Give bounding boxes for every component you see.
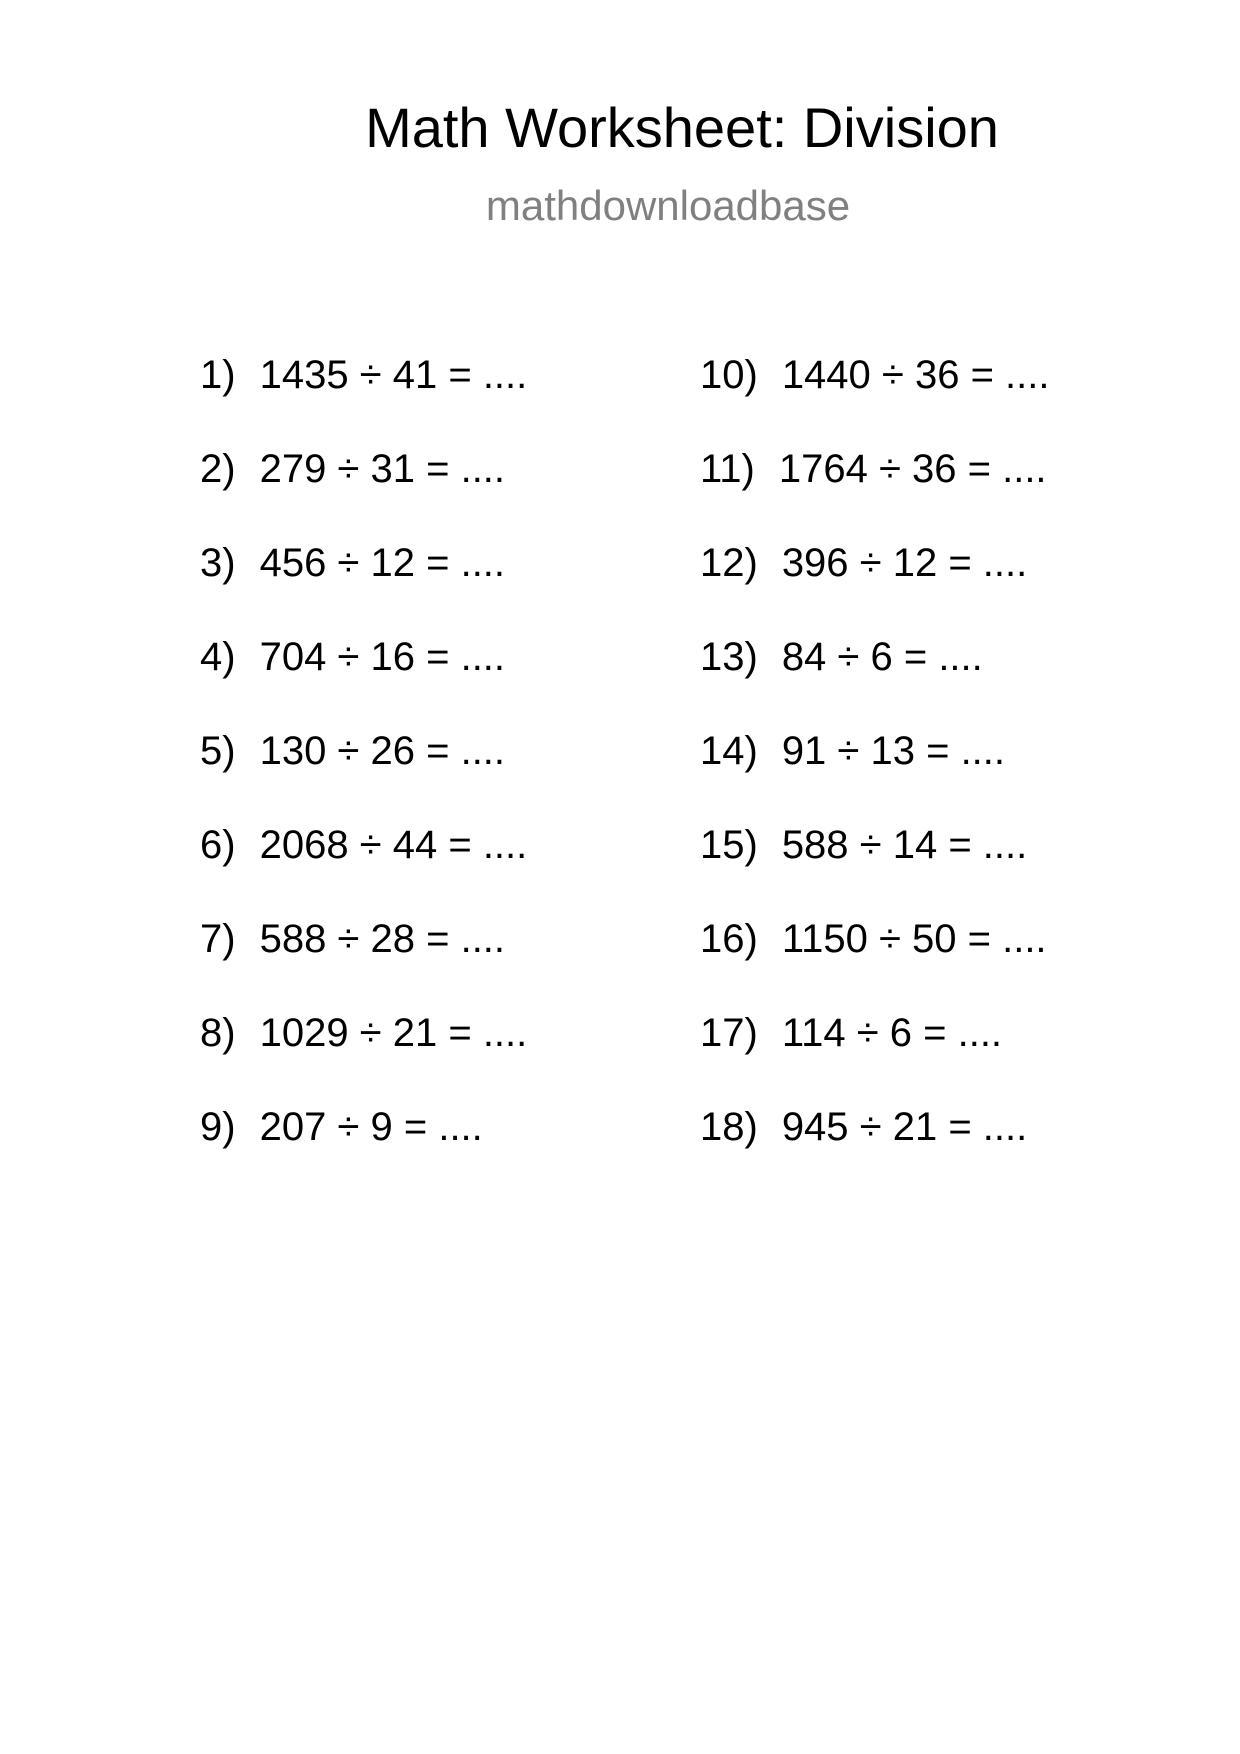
problem-number: 6)	[200, 823, 236, 867]
problem-item	[200, 444, 505, 494]
problem-item	[200, 914, 505, 964]
problem-expression: 704 ÷ 16 = ....	[259, 635, 506, 679]
problem-item	[700, 350, 1050, 400]
problem-number: 4)	[200, 635, 236, 679]
problem-item	[700, 632, 983, 682]
problem-number: 16)	[700, 917, 758, 961]
problem-item	[200, 1102, 483, 1152]
problem-number: 18)	[700, 1105, 758, 1149]
problem-item	[700, 444, 1047, 494]
problem-number: 13)	[700, 635, 758, 679]
problem-expression: 1440 ÷ 36 = ....	[781, 353, 1050, 397]
problem-item	[700, 726, 1005, 776]
problem-expression: 396 ÷ 12 = ....	[781, 541, 1028, 585]
problem-item	[200, 726, 505, 776]
problem-number: 12)	[700, 541, 758, 585]
problem-number: 1)	[200, 353, 236, 397]
problem-expression: 1150 ÷ 50 = ....	[781, 917, 1047, 961]
problem-number: 7)	[200, 917, 236, 961]
problem-number: 2)	[200, 447, 236, 491]
page-subtitle: mathdownloadbase	[485, 182, 851, 229]
problem-item	[200, 1008, 527, 1058]
problem-item	[700, 820, 1027, 870]
problem-expression: 91 ÷ 13 = ....	[781, 729, 1006, 773]
problem-item	[700, 1102, 1027, 1152]
problem-number: 9)	[200, 1105, 236, 1149]
problem-number: 17)	[700, 1011, 758, 1055]
problem-expression: 84 ÷ 6 = ....	[781, 635, 983, 679]
problem-expression: 945 ÷ 21 = ....	[781, 1105, 1028, 1149]
page-title: Math Worksheet: Division	[365, 96, 999, 159]
problem-item	[200, 538, 505, 588]
problem-expression: 2068 ÷ 44 = ....	[259, 823, 528, 867]
problem-number: 8)	[200, 1011, 236, 1055]
problem-item	[700, 914, 1047, 964]
problem-expression: 114 ÷ 6 = ....	[781, 1011, 1003, 1055]
problem-item	[200, 350, 527, 400]
problem-expression: 1764 ÷ 36 = ....	[778, 447, 1047, 491]
problem-number: 15)	[700, 823, 758, 867]
problem-expression: 1029 ÷ 21 = ....	[259, 1011, 528, 1055]
problem-expression: 456 ÷ 12 = ....	[259, 541, 506, 585]
problem-number: 5)	[200, 729, 236, 773]
problem-number: 3)	[200, 541, 236, 585]
problem-item	[700, 1008, 1002, 1058]
problem-expression: 279 ÷ 31 = ....	[259, 447, 506, 491]
problem-number: 10)	[700, 353, 758, 397]
problem-expression: 588 ÷ 14 = ....	[781, 823, 1028, 867]
problem-expression: 130 ÷ 26 = ....	[259, 729, 506, 773]
problem-number: 14)	[700, 729, 758, 773]
problem-expression: 588 ÷ 28 = ....	[259, 917, 506, 961]
problem-expression: 207 ÷ 9 = ....	[259, 1105, 483, 1149]
problem-number: 11)	[700, 447, 755, 491]
problem-expression: 1435 ÷ 41 = ....	[259, 353, 528, 397]
problem-item	[700, 538, 1027, 588]
problem-item	[200, 820, 527, 870]
problem-item	[200, 632, 505, 682]
